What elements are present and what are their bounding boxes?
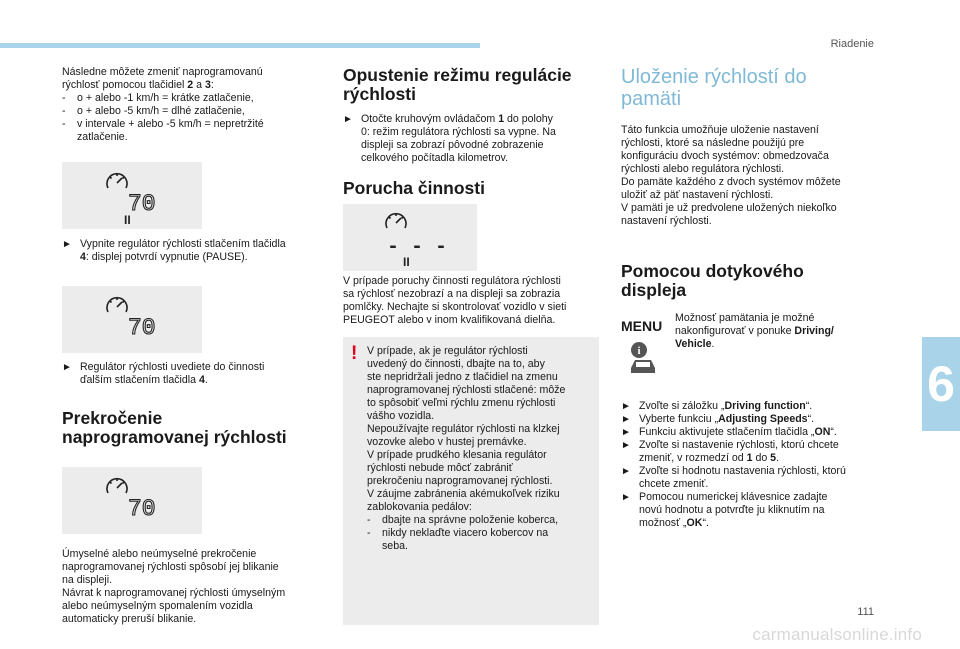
section-heading: Prekročenie naprogramovanej rýchlosti bbox=[62, 408, 287, 447]
set-speed-digits: 70 bbox=[128, 315, 156, 341]
set-speed-digits: 70 bbox=[128, 496, 156, 522]
section-heading: Porucha činnosti bbox=[343, 178, 485, 198]
menu-instruction: MENU i Možnosť pamätania je možné nakonfigurovať v ponuke Driving/ Vehicle. bbox=[621, 312, 883, 390]
list-item: - nikdy neklaďte viacero kobercov na seba. bbox=[367, 527, 549, 552]
arrow-bullet-icon: ► bbox=[621, 492, 631, 503]
list-item: ► Regulátor rýchlosti uvediete do činnosti ďalším stlačením tlačidla 4. bbox=[62, 361, 265, 386]
column-1 bbox=[62, 66, 324, 626]
chapter-tab: 6 bbox=[922, 337, 960, 431]
list-item: ► Otočte kruhovým ovládačom 1 do polohy 0: režim regulátora rýchlosti sa vypne. Na displeji sa zobrazí pôvodné zobrazenie celkového počítadla kilometrov. bbox=[343, 113, 556, 164]
list-item: ► Funkciu aktivujete stlačením tlačidla „ON“. bbox=[621, 426, 837, 438]
list-item: ► Vyberte funkciu „Adjusting Speeds“. bbox=[621, 413, 815, 425]
svg-text:i: i bbox=[637, 345, 641, 357]
arrow-bullet-icon: ► bbox=[621, 440, 631, 451]
cruise-display-paused bbox=[62, 162, 202, 229]
speedometer-icon bbox=[107, 174, 127, 188]
list-item: ► Zvoľte si nastavenie rýchlosti, ktorú chcete zmeniť, v rozmedzí od 1 do 5. bbox=[621, 439, 839, 464]
list-item: - v intervale + alebo -5 km/h = nepretržité zatlačenie. bbox=[62, 118, 264, 143]
watermark: carmanualsonline.info bbox=[752, 625, 922, 644]
header-accent-bar bbox=[0, 43, 480, 48]
pause-symbol: II bbox=[124, 213, 131, 227]
arrow-bullet-icon: ► bbox=[621, 401, 631, 412]
speedometer-icon bbox=[386, 214, 406, 228]
warning-box: ! V prípade, ak je regulátor rýchlosti uvedený do činnosti, dbajte na to, aby ste nepridržali jedno z tlačidiel na zmenu naprogramovanej rýchlosti stlačené: môže to spôsobiť veľmi rýchlu zmenu rýchlosti vášho vozidla. Nepoužívajte regulátor rýchlosti na klzkej vozovke alebo v hustej premávke. V prípade prudkého klesania regulátor rýchlosti nebude môcť zabrániť prekročeniu naprogramovanej rýchlosti. V záujme zabránenia akémukoľvek riziku zablokovania pedálov: - dbajte na správne položenie koberca, - nikdy neklaďte viacero kobercov na seba. bbox=[343, 337, 599, 625]
list-item: ► Zvoľte si hodnotu nastavenia rýchlosti, ktorú chcete zmeniť. bbox=[621, 465, 846, 490]
arrow-bullet-icon: ► bbox=[621, 414, 631, 425]
arrow-bullet-icon: ► bbox=[62, 362, 72, 373]
list-item: - o + alebo -1 km/h = krátke zatlačenie, bbox=[62, 92, 254, 104]
section-heading: Pomocou dotykového displeja bbox=[621, 261, 804, 300]
set-speed-digits: 70 bbox=[128, 191, 156, 217]
warning-icon: ! bbox=[351, 343, 358, 364]
memory-intro-text: Táto funkcia umožňuje uloženie nastavení rýchlosti, ktoré sa následne použijú pre konfiguráciu dvoch systémov: obmedzovača rýchlosti alebo regulátora rýchlosti. Do pamäte každého z dvoch systémov môžete uložiť až päť nastavení rýchlosti. V pamäti je už predvolene uložených niekoľko nastavení rýchlosti. bbox=[621, 124, 841, 227]
intro-text: Následne môžete zmeniť naprogramovanú rýchlosť pomocou tlačidiel 2 a 3: bbox=[62, 66, 263, 91]
cruise-display-active bbox=[62, 286, 202, 353]
arrow-bullet-icon: ► bbox=[343, 114, 353, 125]
overspeed-text: Úmyselné alebo neúmyselné prekročenie naprogramovanej rýchlosti spôsobí jej blikanie na displeji. Návrat k naprogramovanej rýchlosti úmyselným alebo neúmyselným spomalením vozidla automaticky preruší blikanie. bbox=[62, 548, 286, 625]
speedometer-icon bbox=[107, 298, 127, 312]
column-3 bbox=[621, 66, 883, 530]
list-item: ► Zvoľte si záložku „Driving function“. bbox=[621, 400, 813, 412]
list-item: - dbajte na správne položenie koberca, bbox=[367, 514, 559, 526]
pause-symbol: II bbox=[403, 255, 410, 269]
speedometer-icon bbox=[107, 479, 127, 493]
arrow-bullet-icon: ► bbox=[621, 427, 631, 438]
page-number: 111 bbox=[857, 606, 874, 618]
section-name: Riadenie bbox=[830, 38, 874, 50]
section-title: Uloženie rýchlostí do pamäti bbox=[621, 66, 807, 110]
list-item: - o + alebo -5 km/h = dlhé zatlačenie, bbox=[62, 105, 245, 117]
list-item: ► Pomocou numerickej klávesnice zadajte novú hodnotu a potvrďte ju kliknutím na možnosť „OK“. bbox=[621, 491, 828, 529]
list-item: ► Vypnite regulátor rýchlosti stlačením tlačidla 4: displej potvrdí vypnutie (PAUSE). bbox=[62, 238, 286, 263]
steps-list bbox=[621, 400, 883, 530]
fault-dashes: - - - bbox=[387, 236, 448, 259]
cruise-display-overspeed bbox=[62, 467, 202, 534]
fault-text: V prípade poruchy činnosti regulátora rýchlosti sa rýchlosť nezobrazí a na displeji sa zobrazia pomlčky. Nechajte si skontrolovať vozidlo v sieti PEUGEOT alebo v inom kvalifikovaná dielňa. bbox=[343, 275, 567, 326]
vehicle-info-icon bbox=[625, 340, 661, 376]
arrow-bullet-icon: ► bbox=[62, 239, 72, 250]
cruise-display-fault bbox=[343, 204, 477, 271]
menu-button-label: MENU bbox=[621, 318, 663, 334]
column-2 bbox=[343, 66, 599, 625]
section-heading: Opustenie režimu regulácie rýchlosti bbox=[343, 65, 572, 104]
arrow-bullet-icon: ► bbox=[621, 466, 631, 477]
